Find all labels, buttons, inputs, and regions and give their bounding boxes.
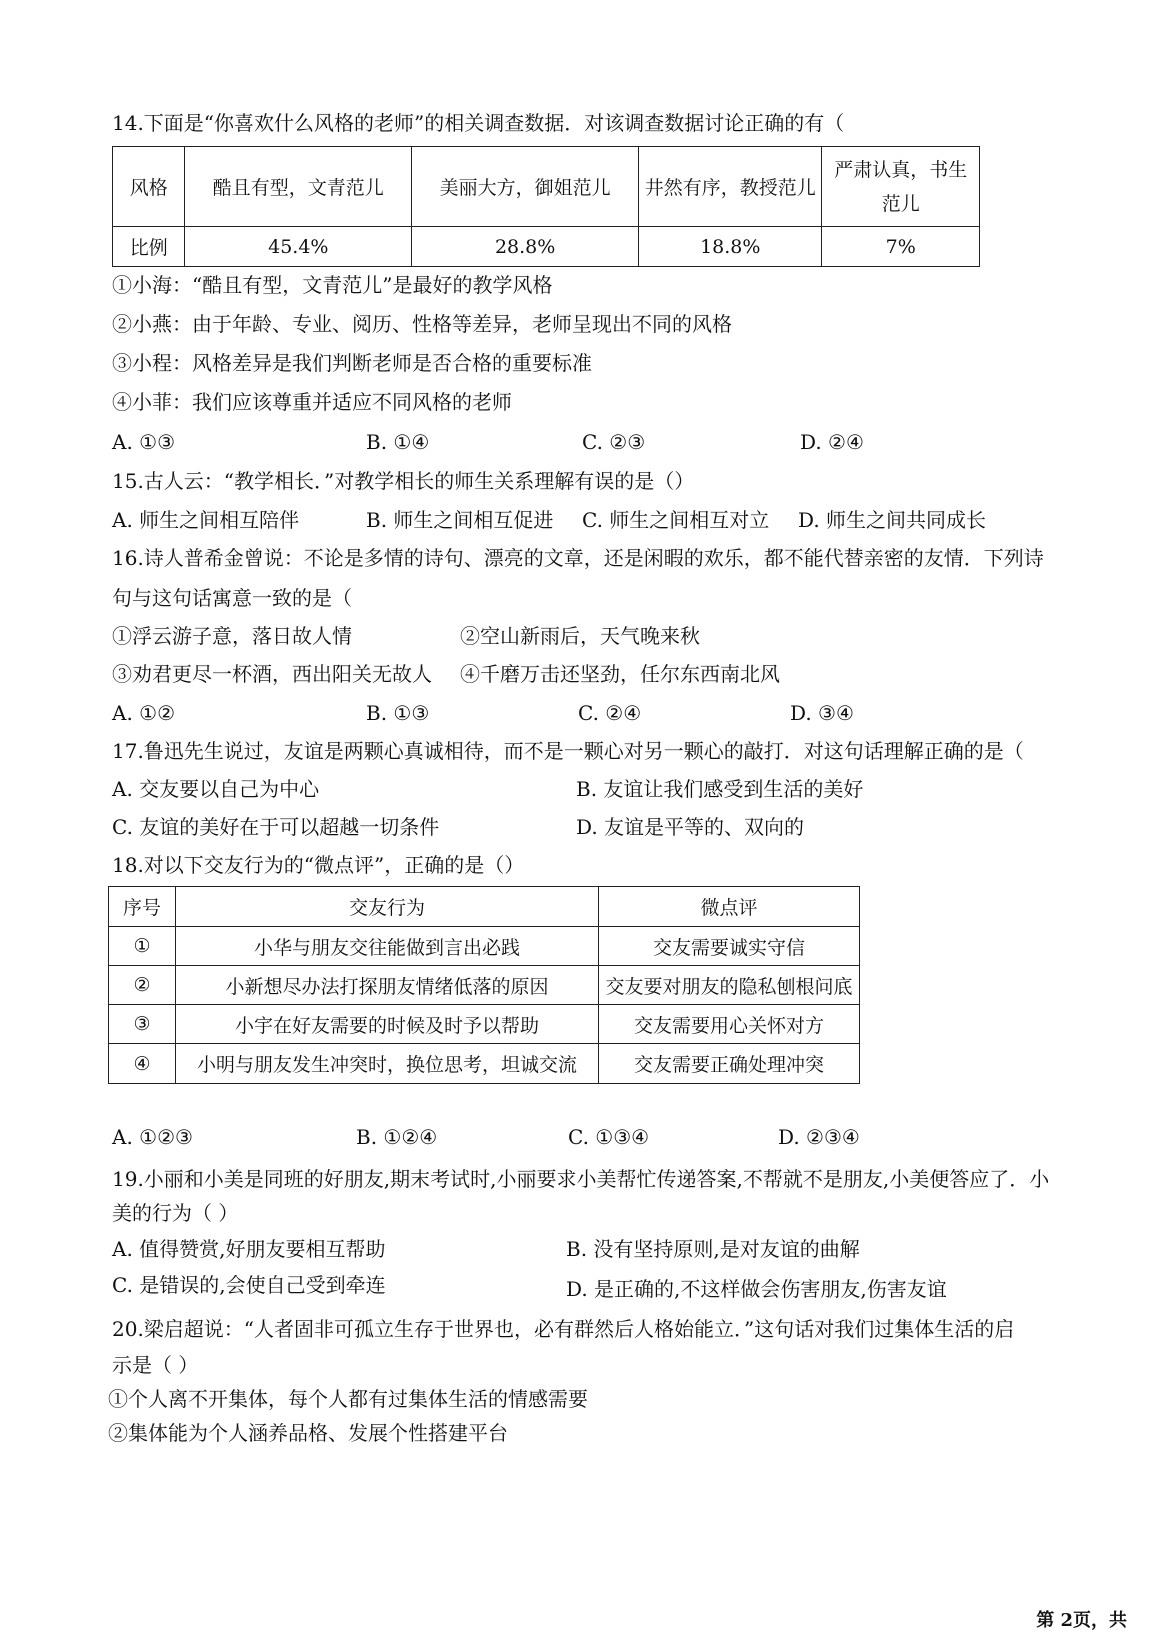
q14-option-d: D. ②④: [800, 430, 864, 454]
q19-option-a: A. 值得赞赏,好朋友要相互帮助: [112, 1237, 386, 1261]
q16-option-d: D. ③④: [790, 701, 854, 725]
q14-item: ②小燕：由于年龄、专业、阅历、性格等差异，老师呈现出不同的风格: [112, 312, 732, 336]
q14-survey-table: [112, 146, 980, 267]
q16-item: ③劝君更尽一杯酒，西出阳关无故人: [112, 662, 432, 686]
q18-header-cell: 微点评: [599, 887, 860, 927]
q20-item: ①个人离不开集体，每个人都有过集体生活的情感需要: [108, 1387, 588, 1411]
q14-header-cell: 酷且有型，文青范儿: [185, 147, 412, 227]
q18-option-b: B. ①②④: [356, 1125, 438, 1149]
q16-item: ④千磨万击还坚劲，任尔东西南北风: [460, 662, 780, 686]
q18-option-c: C. ①③④: [568, 1125, 650, 1149]
q18-row-cell: 小明与朋友发生冲突时，换位思考，坦诚交流: [176, 1044, 599, 1084]
q15-option-d: D. 师生之间共同成长: [798, 508, 987, 532]
q14-option-b: B. ①④: [366, 430, 430, 454]
q19-stem-line1: 19.小丽和小美是同班的好朋友,期末考试时,小丽要求小美帮忙传递答案,不帮就不是朋友,小美便答应了．小: [112, 1167, 1050, 1191]
q17-option-b: B. 友谊让我们感受到生活的美好: [576, 777, 864, 801]
q14-option-a: A. ①③: [112, 430, 176, 454]
q15-stem: 15.古人云：“教学相长．”对教学相长的师生关系理解有误的是（）: [112, 469, 695, 493]
q17-option-c: C. 友谊的美好在于可以超越一切条件: [112, 815, 440, 839]
q19-stem-line2: 美的行为（ ）: [112, 1201, 239, 1225]
q14-row-cell: 45.4%: [185, 227, 412, 267]
q14-option-c: C. ②③: [582, 430, 646, 454]
q15-option-b: B. 师生之间相互促进: [366, 508, 554, 532]
q16-item: ①浮云游子意，落日故人情: [112, 624, 352, 648]
q18-option-a: A. ①②③: [112, 1125, 193, 1149]
q18-row-cell: 小华与朋友交往能做到言出必践: [176, 927, 599, 966]
q18-row-cell: 交友需要用心关怀对方: [599, 1005, 860, 1044]
q14-item: ③小程：风格差异是我们判断老师是否合格的重要标准: [112, 351, 592, 375]
q18-row-cell: ②: [109, 966, 176, 1005]
page-number: 第 2页，共: [1036, 1610, 1127, 1631]
q18-row-cell: 交友需要正确处理冲突: [599, 1044, 860, 1084]
q19-option-c: C. 是错误的,会使自己受到牵连: [112, 1273, 386, 1297]
q18-row-cell: 交友需要诚实守信: [599, 927, 860, 966]
q19-option-b: B. 没有坚持原则,是对友谊的曲解: [566, 1237, 860, 1261]
q18-stem: 18.对以下交友行为的“微点评”，正确的是（）: [112, 853, 525, 877]
q14-row-cell: 7%: [822, 227, 980, 267]
q14-item: ①小海：“酷且有型，文青范儿”是最好的教学风格: [112, 273, 553, 297]
q16-option-b: B. ①③: [366, 701, 430, 725]
q18-row-cell: 小新想尽办法打探朋友情绪低落的原因: [176, 966, 599, 1005]
q20-stem-line2: 示是（ ）: [112, 1353, 199, 1377]
q14-header-cell: 严肃认真，书生范儿: [822, 147, 980, 227]
q16-stem-line2: 句与这句话寓意一致的是（: [112, 586, 352, 610]
q20-item: ②集体能为个人涵养品格、发展个性搭建平台: [108, 1421, 508, 1445]
q17-option-a: A. 交友要以自己为中心: [112, 777, 320, 801]
q20-stem-line1: 20.梁启超说：“人者固非可孤立生存于世界也，必有群然后人格始能立．”这句话对我们过集体生活的启: [112, 1317, 1015, 1341]
q16-stem-line1: 16.诗人普希金曾说：不论是多情的诗句、漂亮的文章，还是闲暇的欢乐，都不能代替亲密的友情．下列诗: [112, 546, 1044, 570]
q14-row-cell: 28.8%: [412, 227, 639, 267]
q19-option-d: D. 是正确的,不这样做会伤害朋友,伤害友谊: [566, 1277, 947, 1301]
q16-item: ②空山新雨后，天气晚来秋: [460, 624, 700, 648]
q14-stem: 14.下面是“你喜欢什么风格的老师”的相关调查数据．对该调查数据讨论正确的有（: [112, 111, 845, 135]
q14-row-cell: 18.8%: [639, 227, 822, 267]
q14-row-cell: 比例: [113, 227, 185, 267]
q18-row-cell: ③: [109, 1005, 176, 1044]
q16-option-c: C. ②④: [578, 701, 642, 725]
q14-item: ④小菲：我们应该尊重并适应不同风格的老师: [112, 390, 512, 414]
q18-row-cell: ④: [109, 1044, 176, 1084]
q18-header-cell: 交友行为: [176, 887, 599, 927]
q15-option-c: C. 师生之间相互对立: [582, 508, 770, 532]
q15-option-a: A. 师生之间相互陪伴: [112, 508, 300, 532]
q14-header-cell: 美丽大方，御姐范儿: [412, 147, 639, 227]
q16-option-a: A. ①②: [112, 701, 176, 725]
q14-header-cell: 井然有序，教授范儿: [639, 147, 822, 227]
q14-header-cell: 风格: [113, 147, 185, 227]
q18-behavior-table: [108, 886, 860, 1084]
q18-option-d: D. ②③④: [778, 1125, 860, 1149]
q17-stem: 17.鲁迅先生说过，友谊是两颗心真诚相待，而不是一颗心对另一颗心的敲打．对这句话理解正确的是（: [112, 739, 1024, 763]
q17-option-d: D. 友谊是平等的、双向的: [576, 815, 805, 839]
q18-row-cell: 小宇在好友需要的时候及时予以帮助: [176, 1005, 599, 1044]
q18-header-cell: 序号: [109, 887, 176, 927]
q18-row-cell: 交友要对朋友的隐私刨根问底: [599, 966, 860, 1005]
q18-row-cell: ①: [109, 927, 176, 966]
